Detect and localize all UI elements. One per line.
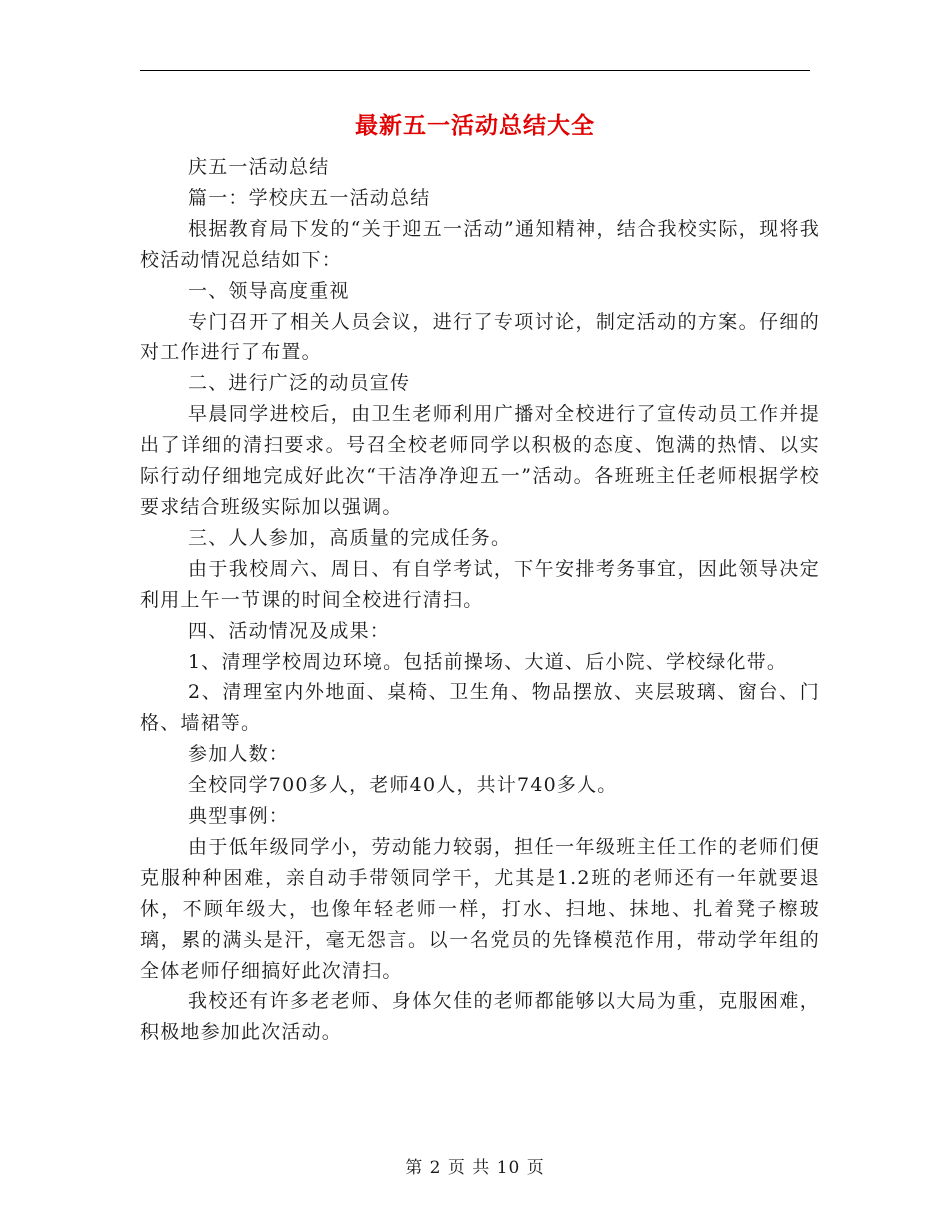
paragraph: 早晨同学进校后，由卫生老师利用广播对全校进行了宣传动员工作并提出了详细的清扫要求。号召全校老师同学以积极的态度、饱满的热情、以实际行动仔细地完成好此次“干洁净净迎五一”活动。各班班主任老师根据学校要求结合班级实际加以强调。	[140, 403, 820, 518]
paragraph: 一、领导高度重视	[188, 279, 350, 302]
paragraph: 三、人人参加，高质量的完成任务。	[188, 526, 512, 549]
paragraph: 我校还有许多老老师、身体欠佳的老师都能够以大局为重，克服困难，积极地参加此次活动。	[140, 990, 820, 1044]
paragraph: 专门召开了相关人员会议，进行了专项讨论，制定活动的方案。仔细的对工作进行了布置。	[140, 310, 820, 364]
paragraph: 二、进行广泛的动员宣传	[188, 372, 411, 395]
paragraph: 全校同学700多人，老师40人，共计740多人。	[188, 774, 618, 797]
paragraph: 庆五一活动总结	[188, 156, 330, 178]
paragraph: 2、清理室内外地面、桌椅、卫生角、物品摆放、夹层玻璃、窗台、门格、墙裙等。	[140, 681, 820, 735]
paragraph: 参加人数：	[188, 743, 290, 766]
page-number: 第 2 页 共 10 页	[405, 1158, 545, 1178]
paragraph: 篇一：学校庆五一活动总结	[188, 186, 431, 209]
paragraph: 由于我校周六、周日、有自学考试，下午安排考务事宜，因此领导决定利用上午一节课的时间全校进行清扫。	[140, 557, 820, 611]
paragraph: 由于低年级同学小，劳动能力较弱，担任一年级班主任工作的老师们便克服种种困难，亲自动手带领同学干，尤其是1.2班的老师还有一年就要退休，不顾年级大，也像年轻老师一样，打水、扫地、抹地、扎着凳子檫玻璃，累的满头是汗，毫无怨言。以一名党员的先锋模范作用，带动学年组的全体老师仔细搞好此次清扫。	[140, 835, 820, 982]
document-title: 最新五一活动总结大全	[355, 112, 595, 139]
paragraph: 典型事例：	[188, 805, 290, 828]
header-rule	[140, 70, 810, 71]
paragraph: 1、清理学校周边环境。包括前操场、大道、后小院、学校绿化带。	[188, 650, 788, 673]
document-body	[140, 152, 820, 1048]
paragraph: 根据教育局下发的“关于迎五一活动”通知精神，结合我校实际，现将我校活动情况总结如下：	[140, 217, 820, 271]
paragraph: 四、活动情况及成果：	[188, 619, 391, 642]
